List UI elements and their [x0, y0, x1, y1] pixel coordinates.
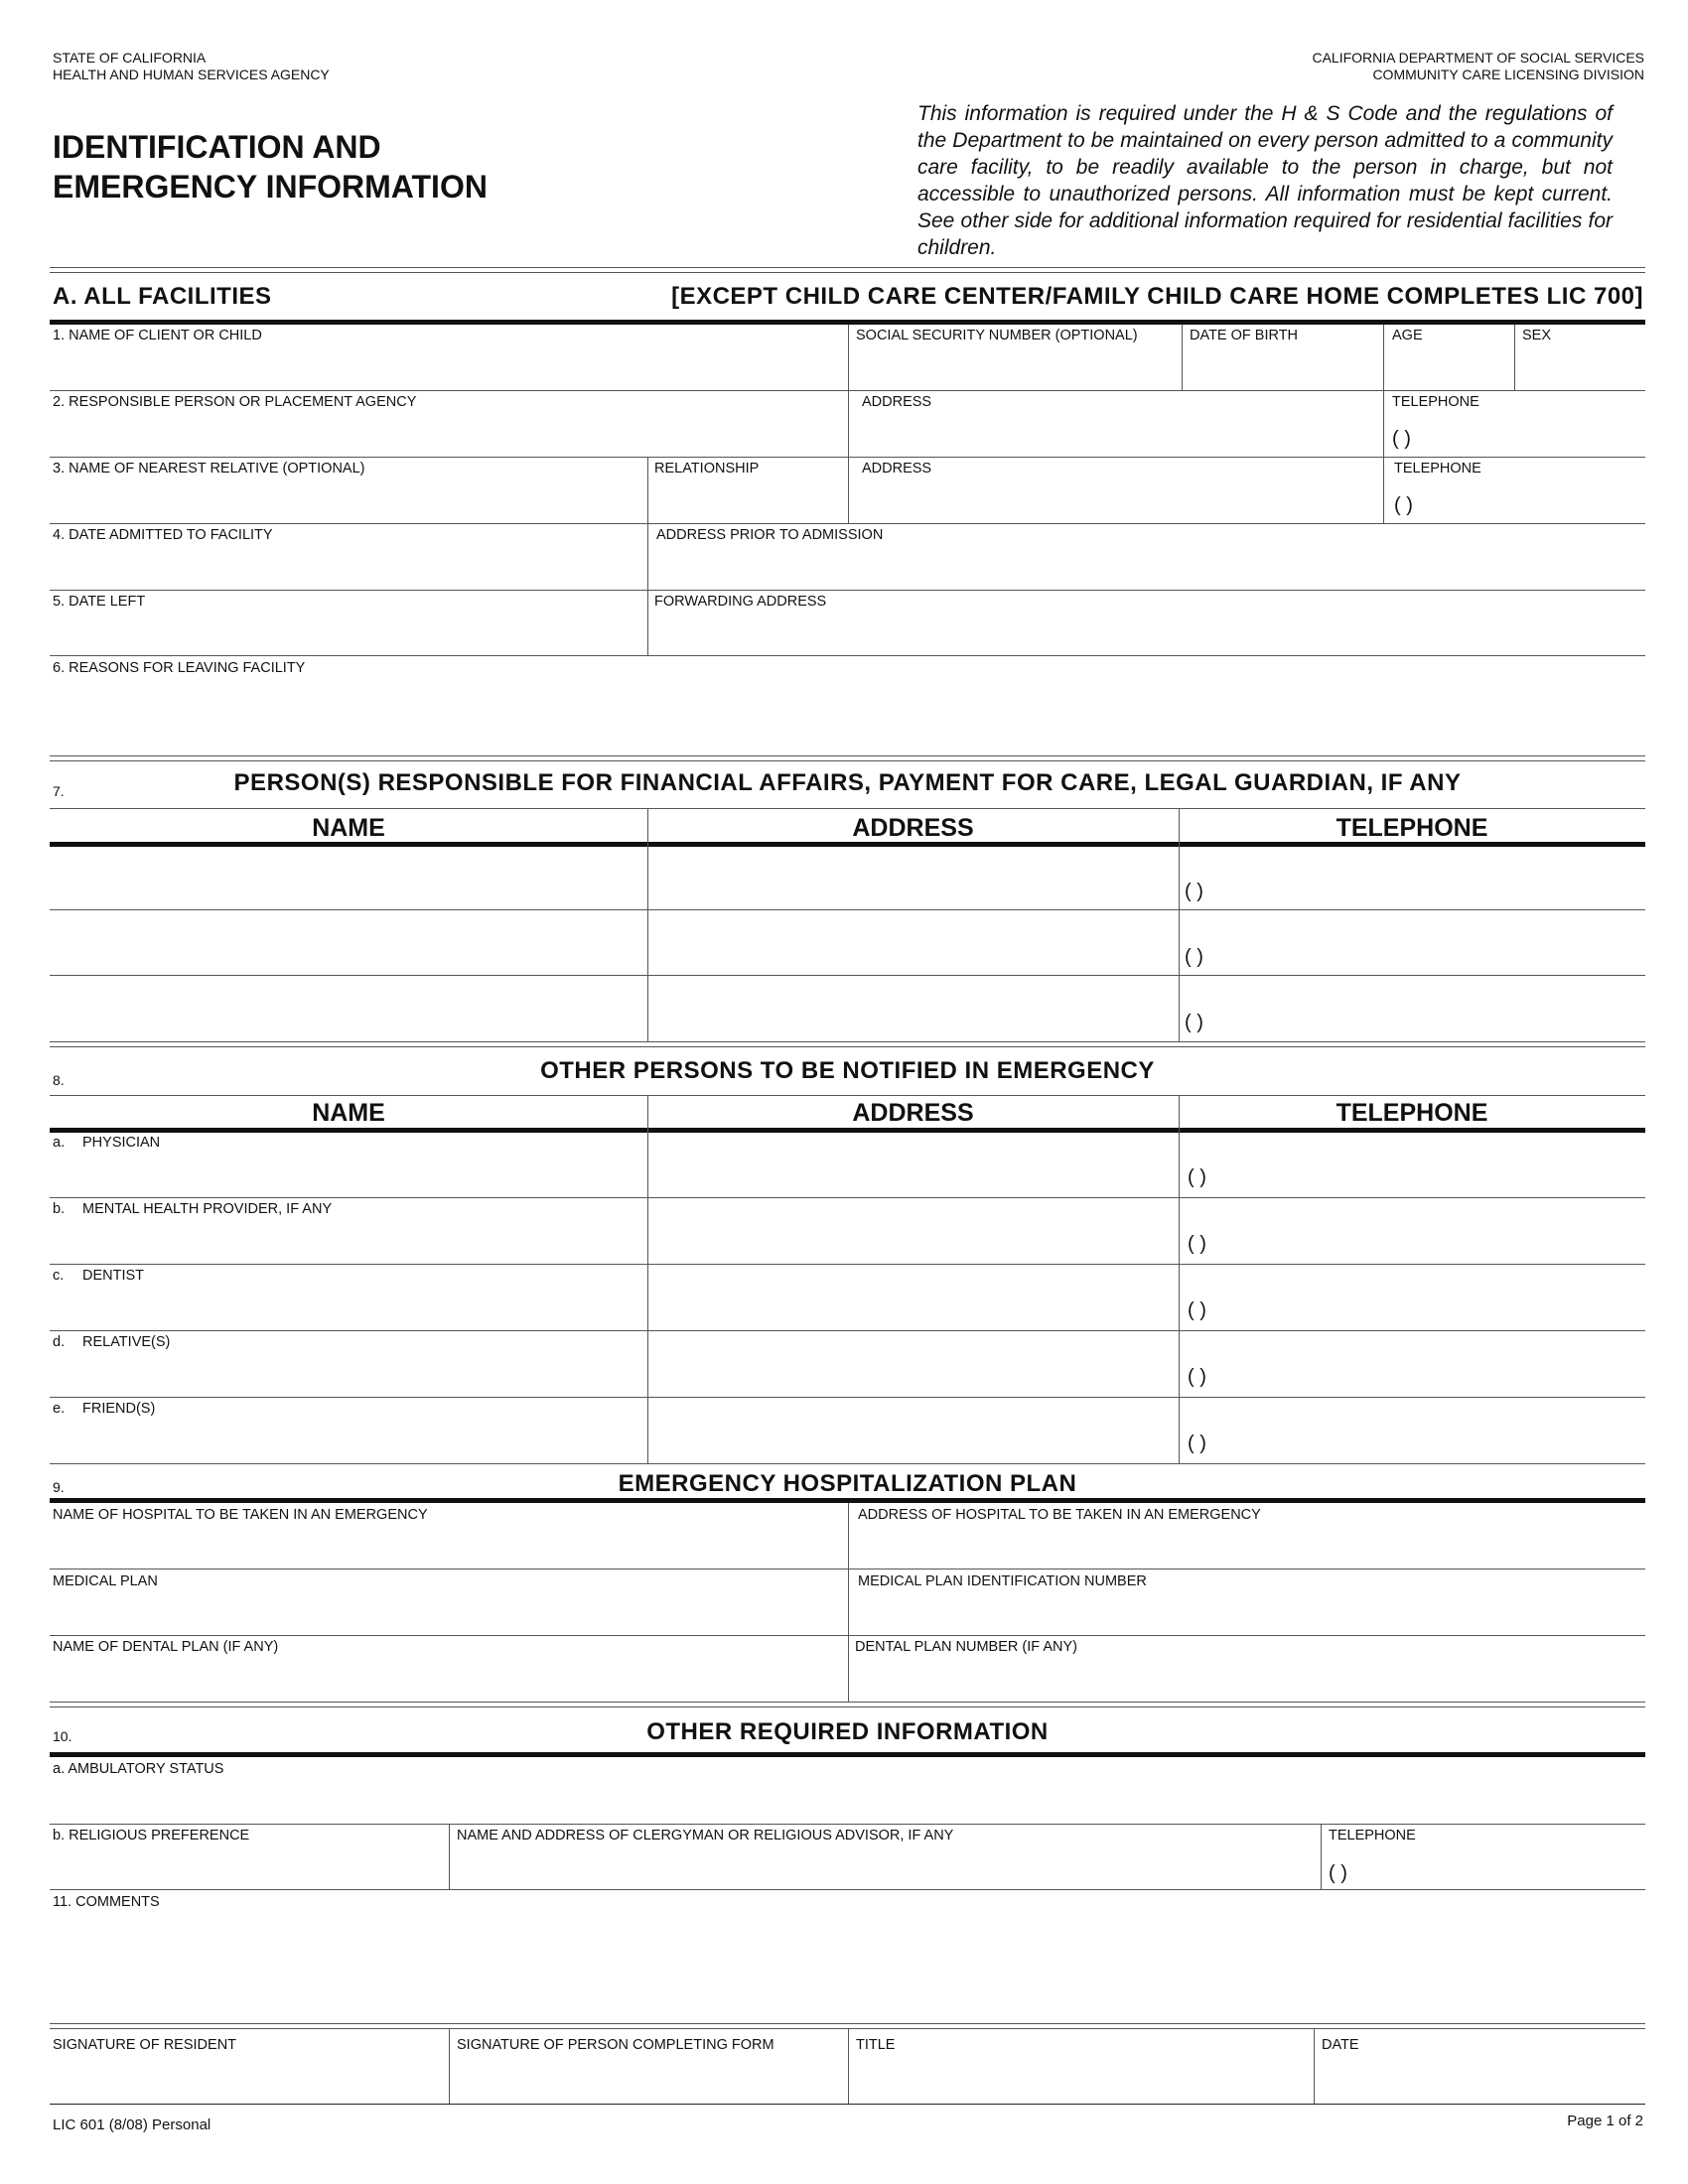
section-a-note: [EXCEPT CHILD CARE CENTER/FAMILY CHILD CARE HOME COMPLETES LIC 700]: [671, 283, 1643, 310]
mental-health-letter: b.: [53, 1201, 66, 1217]
date-admitted-label: 4. DATE ADMITTED TO FACILITY: [53, 527, 273, 543]
physician-letter: a.: [53, 1135, 66, 1151]
page-number: Page 1 of 2: [1567, 2113, 1643, 2129]
section-10-number: 10.: [53, 1728, 72, 1744]
forwarding-address-label: FORWARDING ADDRESS: [654, 594, 827, 610]
responsible-address-label: ADDRESS: [862, 394, 932, 410]
date-left-label: 5. DATE LEFT: [53, 594, 146, 610]
section-7-row-3-phone: ( ): [1185, 1012, 1203, 1033]
relationship-label: RELATIONSHIP: [654, 461, 760, 477]
intro-paragraph: This information is required under the H & S Code and the regulations of the Department to be maintained on every person admitted to a community care facility, to be readily available to the person in charge, but not accessible to unauthorized persons. All information must be kept current. See other side for additional information required for residential facilities for children.: [917, 102, 1613, 259]
responsible-telephone-label: TELEPHONE: [1392, 394, 1479, 410]
physician-label: PHYSICIAN: [82, 1135, 161, 1151]
section-9-number: 9.: [53, 1479, 65, 1495]
dentist-letter: c.: [53, 1268, 65, 1284]
division-line: COMMUNITY CARE LICENSING DIVISION: [1372, 67, 1644, 82]
client-name-label: 1. NAME OF CLIENT OR CHILD: [53, 328, 262, 343]
title-label: TITLE: [856, 2037, 896, 2053]
responsible-phone-parens: ( ): [1392, 428, 1411, 450]
section-9-title: EMERGENCY HOSPITALIZATION PLAN: [618, 1470, 1077, 1497]
dob-label: DATE OF BIRTH: [1190, 328, 1299, 343]
title-line-2: EMERGENCY INFORMATION: [53, 169, 488, 205]
relative-address-label: ADDRESS: [862, 461, 932, 477]
clergy-label: NAME AND ADDRESS OF CLERGYMAN OR RELIGIOUS ADVISOR, IF ANY: [457, 1828, 954, 1843]
ssn-label: SOCIAL SECURITY NUMBER (OPTIONAL): [856, 328, 1138, 343]
dental-plan-label: NAME OF DENTAL PLAN (IF ANY): [53, 1639, 279, 1655]
agency-line: HEALTH AND HUMAN SERVICES AGENCY: [53, 67, 330, 82]
title-line-1: IDENTIFICATION AND: [53, 129, 381, 165]
clergy-phone: ( ): [1329, 1862, 1347, 1884]
form-id: LIC 601 (8/08) Personal: [53, 2116, 211, 2133]
section-a-title: A. ALL FACILITIES: [53, 283, 272, 310]
section-8-title: OTHER PERSONS TO BE NOTIFIED IN EMERGENCY: [540, 1057, 1155, 1084]
medical-plan-label: MEDICAL PLAN: [53, 1573, 158, 1589]
mental-health-phone: ( ): [1188, 1233, 1206, 1255]
relative-phone-parens: ( ): [1394, 494, 1413, 516]
section-7-number: 7.: [53, 783, 65, 799]
section-8-telephone-header: TELEPHONE: [1336, 1099, 1488, 1127]
state-line: STATE OF CALIFORNIA: [53, 50, 207, 66]
age-label: AGE: [1392, 328, 1423, 343]
dentist-label: DENTIST: [82, 1268, 145, 1284]
section-7-title: PERSON(S) RESPONSIBLE FOR FINANCIAL AFFAIRS, PAYMENT FOR CARE, LEGAL GUARDIAN, IF ANY: [233, 769, 1462, 796]
nearest-relative-label: 3. NAME OF NEAREST RELATIVE (OPTIONAL): [53, 461, 365, 477]
relatives-letter: d.: [53, 1334, 66, 1350]
section-8-name-header: NAME: [312, 1099, 385, 1127]
section-10-title: OTHER REQUIRED INFORMATION: [646, 1718, 1049, 1745]
friends-phone: ( ): [1188, 1433, 1206, 1454]
department-line: CALIFORNIA DEPARTMENT OF SOCIAL SERVICES: [1312, 50, 1644, 66]
section-7-address-header: ADDRESS: [852, 814, 974, 842]
state-header: [53, 50, 330, 83]
section-7-name-header: NAME: [312, 814, 385, 842]
medical-plan-id-label: MEDICAL PLAN IDENTIFICATION NUMBER: [858, 1573, 1147, 1589]
friends-letter: e.: [53, 1401, 66, 1417]
resident-signature-label: SIGNATURE OF RESIDENT: [53, 2037, 237, 2053]
section-7-telephone-header: TELEPHONE: [1336, 814, 1488, 842]
comments-label: 11. COMMENTS: [53, 1894, 160, 1910]
relative-telephone-label: TELEPHONE: [1394, 461, 1481, 477]
friends-label: FRIEND(S): [82, 1401, 156, 1417]
relatives-label: RELATIVE(S): [82, 1334, 171, 1350]
section-7-row-1-phone: ( ): [1185, 881, 1203, 902]
date-label: DATE: [1322, 2037, 1359, 2053]
mental-health-label: MENTAL HEALTH PROVIDER, IF ANY: [82, 1201, 333, 1217]
dentist-phone: ( ): [1188, 1299, 1206, 1321]
prior-address-label: ADDRESS PRIOR TO ADMISSION: [656, 527, 884, 543]
hospital-name-label: NAME OF HOSPITAL TO BE TAKEN IN AN EMERGENCY: [53, 1507, 428, 1523]
relatives-phone: ( ): [1188, 1366, 1206, 1388]
dental-plan-number-label: DENTAL PLAN NUMBER (IF ANY): [855, 1639, 1077, 1655]
religious-preference-label: b. RELIGIOUS PREFERENCE: [53, 1828, 250, 1843]
physician-phone: ( ): [1188, 1166, 1206, 1188]
completer-signature-label: SIGNATURE OF PERSON COMPLETING FORM: [457, 2037, 774, 2053]
section-7-row-2-phone: ( ): [1185, 946, 1203, 968]
reasons-leaving-label: 6. REASONS FOR LEAVING FACILITY: [53, 660, 306, 676]
department-header: [1312, 50, 1644, 83]
responsible-person-label: 2. RESPONSIBLE PERSON OR PLACEMENT AGENCY: [53, 394, 417, 410]
section-8-address-header: ADDRESS: [852, 1099, 974, 1127]
section-8-number: 8.: [53, 1072, 65, 1088]
clergy-telephone-label: TELEPHONE: [1329, 1828, 1416, 1843]
ambulatory-status-label: a. AMBULATORY STATUS: [53, 1761, 224, 1777]
hospital-address-label: ADDRESS OF HOSPITAL TO BE TAKEN IN AN EMERGENCY: [858, 1507, 1261, 1523]
form-title: [53, 127, 488, 206]
sex-label: SEX: [1522, 328, 1552, 343]
